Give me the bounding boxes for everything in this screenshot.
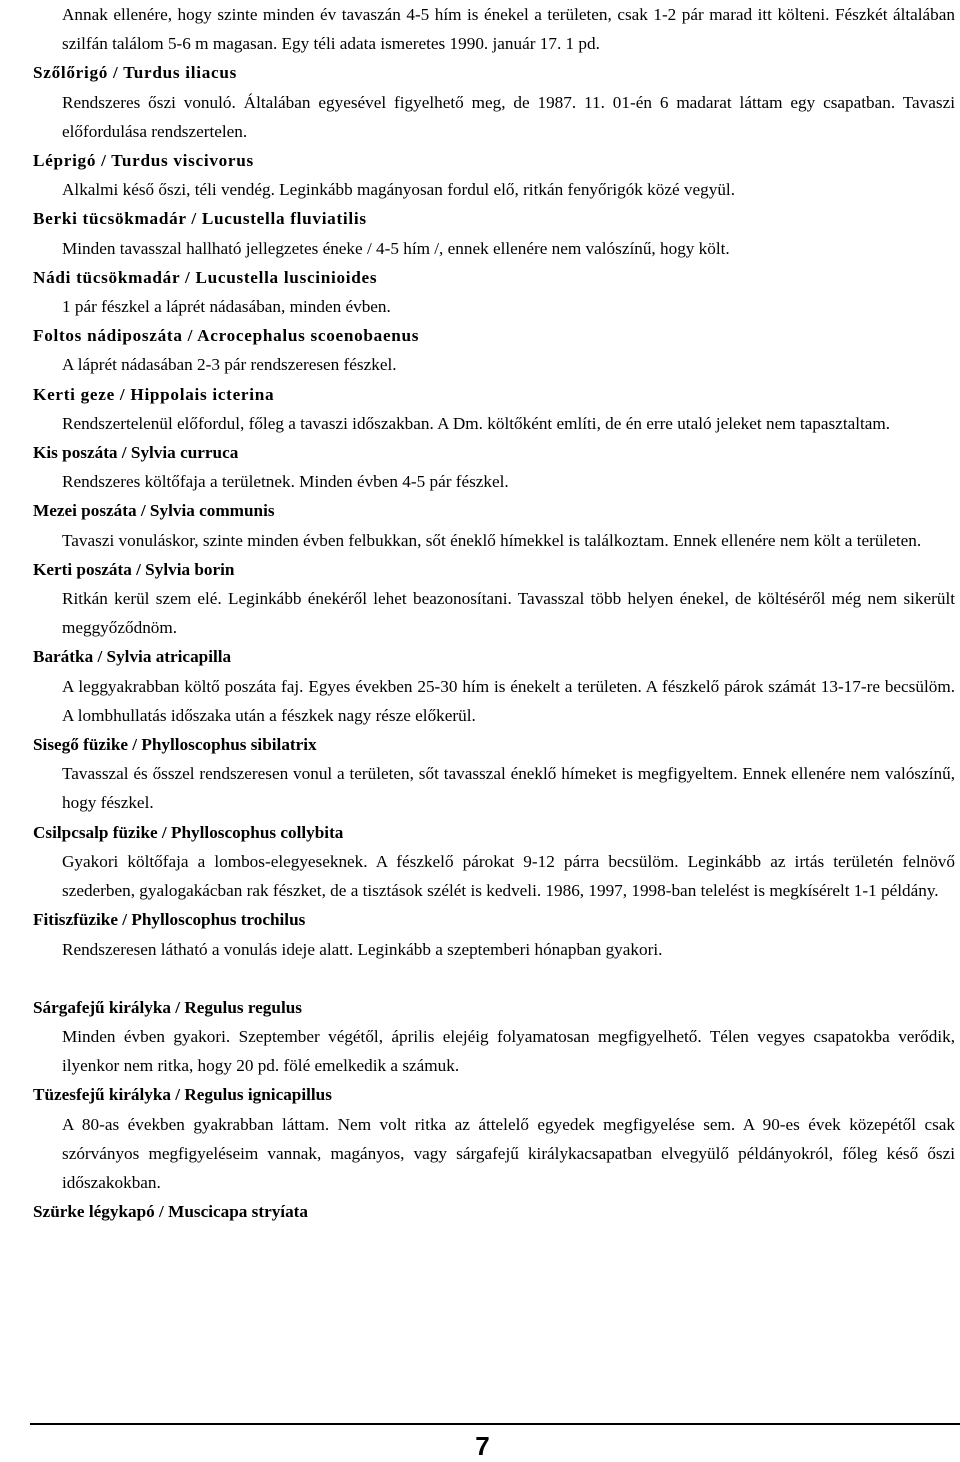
species-entry <box>33 263 955 321</box>
lead-paragraph: Annak ellenére, hogy szinte minden év tavaszán 4-5 hím is énekel a területen, csak 1-2 pár marad itt költeni. Fészkét általában szilfán találom 5-6 m magasan. Egy téli adata ismeretes 1990. január 17. 1 pd. <box>62 5 955 54</box>
species-entry <box>33 818 955 906</box>
species-name: Mezei poszáta / Sylvia communis <box>33 501 275 521</box>
species-entry <box>33 730 955 818</box>
species-entry <box>33 204 955 262</box>
species-name: Sárgafejű királyka / Regulus regulus <box>33 997 302 1017</box>
footer-divider <box>30 1423 960 1425</box>
species-name: Szürke légykapó / Muscicapa stryíata <box>33 1202 308 1222</box>
species-name: Berki tücsökmadár / Lucustella fluviatilis <box>33 209 367 229</box>
page-content <box>33 0 955 1226</box>
page-number: 7 <box>475 1431 490 1461</box>
species-description: Minden tavasszal hallható jellegzetes éneke / 4-5 hím /, ennek ellenére nem valószínű, hogy költ. <box>62 238 730 258</box>
species-name: Barátka / Sylvia atricapilla <box>33 647 232 667</box>
species-description: Tavasszal és ősszel rendszeresen vonul a területen, sőt tavasszal éneklő hímeket is megfigyeltem. Ennek ellenére nem valószínű, hogy fészkel. <box>62 764 955 813</box>
species-description: Tavaszi vonuláskor, szinte minden évben felbukkan, sőt éneklő hímekkel is találkoztam. Ennek ellenére nem költ a területen. <box>62 530 922 550</box>
species-description: 1 pár fészkel a láprét nádasában, minden évben. <box>62 297 391 317</box>
species-entry <box>33 1080 955 1197</box>
species-name: Kerti geze / Hippolais icterina <box>33 384 275 404</box>
species-description: A láprét nádasában 2-3 pár rendszeresen fészkel. <box>62 355 397 375</box>
species-name: Sisegő füzike / Phylloscophus sibilatrix <box>33 735 317 755</box>
species-entry <box>33 555 955 643</box>
species-description: A 80-as években gyakrabban láttam. Nem volt ritka az áttelelő egyedek megfigyelése sem. A 90-es évek közepétől csak szórványos megfigyeléseim vannak, magányos, vagy sárgafejű királykacsapatban elvegyülő példányokról, főleg késő őszi időszakokban. <box>62 1114 955 1192</box>
species-entry <box>33 1197 955 1226</box>
species-name: Tüzesfejű királyka / Regulus ignicapillus <box>33 1085 332 1105</box>
species-name: Kerti poszáta / Sylvia borin <box>33 559 235 579</box>
species-description: Rendszeresen látható a vonulás ideje alatt. Leginkább a szeptemberi hónapban gyakori. <box>62 939 663 959</box>
species-name: Nádi tücsökmadár / Lucustella luscinioides <box>33 267 378 287</box>
species-description: Rendszeres költőfaja a területnek. Minden évben 4-5 pár fészkel. <box>62 472 509 492</box>
species-description: A leggyakrabban költő poszáta faj. Egyes években 25-30 hím is énekelt a területen. A fészkelő párok számát 13-17-re becsülöm. A lombhullatás időszaka után a fészkek nagy része előkerül. <box>62 676 955 725</box>
species-name: Kis poszáta / Sylvia curruca <box>33 443 239 463</box>
section-spacer <box>33 964 955 993</box>
species-entry <box>33 905 955 963</box>
species-description: Gyakori költőfaja a lombos-elegyeseknek. A fészkelő párokat 9-12 párra becsülöm. Leginkább az irtás területén felnövő szederben, gyalogakácban rak fészket, de a tisztások szélét is kedveli. 1986, 1997, 1998-ban telelést is megkísérelt 1-1 példány. <box>62 851 955 901</box>
species-name: Csilpcsalp füzike / Phylloscophus collybita <box>33 822 344 842</box>
species-entry <box>33 380 955 438</box>
species-description: Alkalmi késő őszi, téli vendég. Leginkább magányosan fordul elő, ritkán fenyőrigók közé vegyül. <box>62 180 735 200</box>
species-description: Rendszertelenül előfordul, főleg a tavaszi időszakban. A Dm. költőként említi, de én erre utaló jeleket nem tapasztaltam. <box>62 413 891 433</box>
species-entry <box>33 58 955 146</box>
species-entry <box>33 321 955 379</box>
species-name: Fitiszfüzike / Phylloscophus trochilus <box>33 910 306 930</box>
species-name: Foltos nádiposzáta / Acrocephalus scoenobaenus <box>33 326 420 346</box>
species-name: Szőlőrigó / Turdus iliacus <box>33 63 237 83</box>
species-name: Léprigó / Turdus viscivorus <box>33 151 254 171</box>
species-description: Ritkán kerül szem elé. Leginkább énekéről lehet beazonosítani. Tavasszal több helyen énekel, de költéséről még nem sikerült meggyőződnöm. <box>62 589 955 638</box>
species-description: Rendszeres őszi vonuló. Általában egyesével figyelhető meg, de 1987. 11. 01-én 6 madarat láttam egy csapatban. Tavaszi előfordulása rendszertelen. <box>62 92 955 141</box>
species-entry <box>33 438 955 496</box>
species-entry <box>33 496 955 554</box>
species-entry <box>33 993 955 1081</box>
species-entry <box>33 642 955 730</box>
species-entry <box>33 146 955 204</box>
species-description: Minden évben gyakori. Szeptember végétől, április elejéig folyamatosan megfigyelhető. Télen vegyes csapatokba verődik, ilyenkor nem ritka, hogy 20 pd. fölé emelkedik a számuk. <box>62 1026 955 1076</box>
